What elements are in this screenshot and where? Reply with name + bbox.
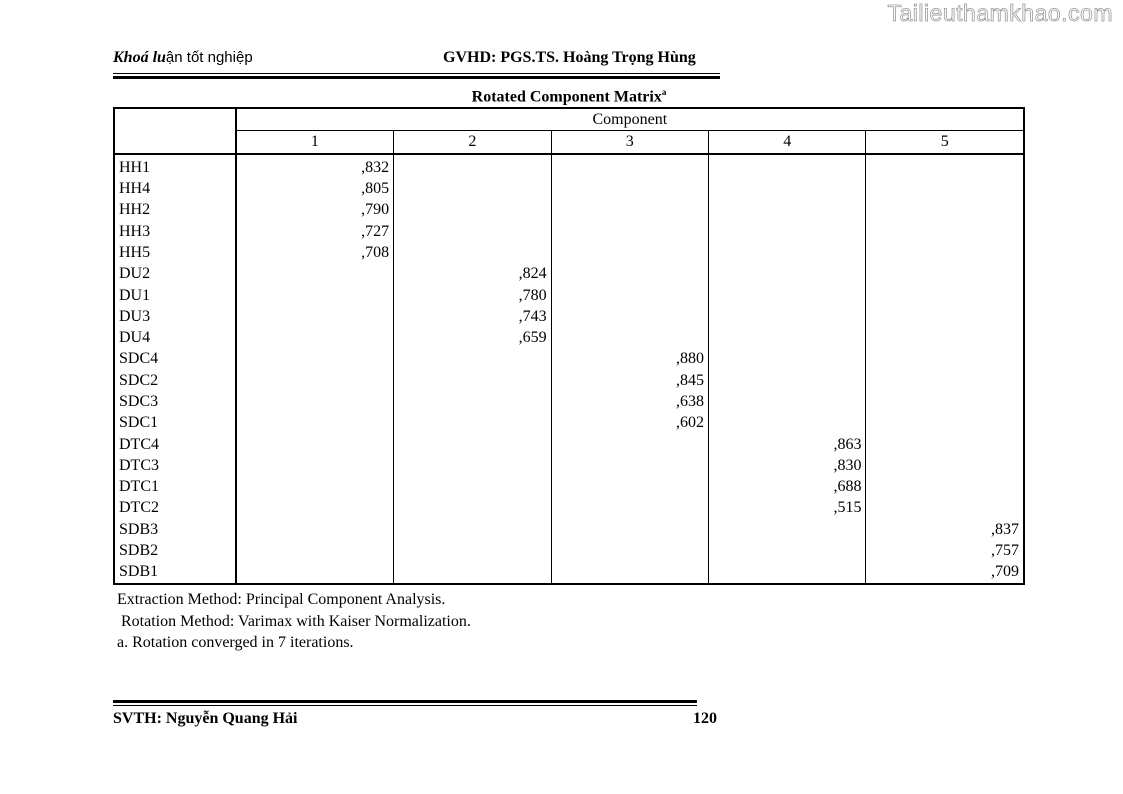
loading-cell: [709, 242, 866, 263]
table-title-text: Rotated Component Matrix: [471, 88, 662, 106]
watermark: Tailieuthamkhao.com: [887, 0, 1113, 26]
loading-cell: [236, 540, 394, 561]
loading-cell: [866, 412, 1024, 433]
loading-cell: [866, 242, 1024, 263]
footer-author: SVTH: Nguyễn Quang Hải: [113, 710, 298, 727]
loading-cell: ,743: [394, 306, 551, 327]
header-rule-thin: [113, 73, 720, 74]
table-row: [114, 199, 1024, 220]
loading-cell: [551, 561, 708, 583]
table-row: [114, 370, 1024, 391]
loading-cell: [709, 348, 866, 369]
header-left-italic: Khoá lu: [113, 49, 166, 66]
row-label: SDC3: [114, 391, 236, 412]
row-label: DU3: [114, 306, 236, 327]
row-label: DU1: [114, 284, 236, 305]
loading-cell: [394, 242, 551, 263]
loading-cell: [551, 178, 708, 199]
row-label: SDC4: [114, 348, 236, 369]
table-row: [114, 154, 1024, 178]
loading-cell: [709, 412, 866, 433]
table-row: [114, 476, 1024, 497]
loading-cell: [866, 391, 1024, 412]
row-label: DU4: [114, 327, 236, 348]
header-rule-thick: [113, 76, 720, 79]
loading-cell: [709, 220, 866, 241]
loading-cell: [236, 497, 394, 518]
loading-cell: ,830: [709, 455, 866, 476]
loading-cell: [866, 220, 1024, 241]
footnote: Rotation Method: Varimax with Kaiser Normalization.: [117, 612, 471, 630]
table-row: [114, 391, 1024, 412]
loading-cell: [866, 199, 1024, 220]
corner-cell: [114, 108, 236, 154]
loading-cell: ,757: [991, 542, 1019, 560]
loading-cell: [709, 306, 866, 327]
row-label: DTC4: [114, 433, 236, 454]
loading-cell: [866, 178, 1024, 199]
table-row: [114, 306, 1024, 327]
row-label: SDB3: [114, 519, 236, 540]
component-header-row: [114, 108, 1024, 131]
loading-cell: [394, 497, 551, 518]
footer-rule-thick: [113, 700, 697, 703]
loading-cell: [709, 327, 866, 348]
loading-cell: ,602: [551, 412, 708, 433]
loading-cell: ,709: [991, 563, 1019, 581]
column-header: 5: [866, 131, 1024, 154]
table-title: [113, 87, 1025, 106]
row-label: HH3: [114, 220, 236, 241]
loading-cell: [709, 199, 866, 220]
loading-cell: [236, 284, 394, 305]
row-label: SDC2: [114, 370, 236, 391]
page-number: 120: [693, 710, 717, 727]
loading-cell: ,638: [551, 391, 708, 412]
loading-cell: ,805: [236, 178, 394, 199]
column-header: 1: [236, 131, 394, 154]
matrix-body: [114, 154, 1024, 584]
row-label: HH4: [114, 178, 236, 199]
loading-cell: [236, 455, 394, 476]
row-label: SDB2: [114, 540, 236, 561]
row-label: SDC1: [114, 412, 236, 433]
loading-cell: ,780: [394, 284, 551, 305]
table-row: [114, 220, 1024, 241]
loading-cell: [866, 154, 1024, 178]
loading-cell: [709, 561, 866, 583]
loading-cell: [866, 263, 1024, 284]
header-left-rest: ận tốt nghiệp: [165, 49, 253, 66]
column-header: 3: [551, 131, 708, 154]
loading-cell: [551, 497, 708, 518]
loading-cell: [866, 327, 1024, 348]
loading-cell: [394, 540, 551, 561]
table-row: [114, 519, 1024, 540]
loading-cell: [551, 284, 708, 305]
loading-cell: ,688: [709, 476, 866, 497]
loading-cell: [394, 476, 551, 497]
loading-cell: [551, 263, 708, 284]
loading-cell: ,863: [709, 433, 866, 454]
table-row: [114, 433, 1024, 454]
table-row: [114, 412, 1024, 433]
loading-cell: [709, 178, 866, 199]
table-row: [114, 263, 1024, 284]
column-header: 4: [709, 131, 866, 154]
loading-cell: [551, 306, 708, 327]
loading-cell: [866, 306, 1024, 327]
footnote: Extraction Method: Principal Component Analysis.: [117, 591, 446, 608]
loading-cell: [709, 284, 866, 305]
loading-cell: ,708: [236, 242, 394, 263]
footnotes: [117, 589, 471, 654]
loading-cell: [551, 220, 708, 241]
rotated-component-matrix: [113, 107, 1025, 585]
row-label: DTC2: [114, 497, 236, 518]
loading-cell: [394, 519, 551, 540]
loading-cell: [236, 433, 394, 454]
loading-cell: [394, 370, 551, 391]
loading-cell: [551, 433, 708, 454]
loading-cell: [709, 154, 866, 178]
column-header: 2: [394, 131, 551, 154]
loading-cell: [236, 327, 394, 348]
loading-cell: [709, 370, 866, 391]
loading-cell: ,515: [709, 497, 866, 518]
component-label: Component: [236, 108, 1024, 131]
loading-cell: [394, 199, 551, 220]
loading-cell: ,790: [236, 199, 394, 220]
loading-cell: [866, 455, 1024, 476]
loading-cell: [866, 348, 1024, 369]
loading-cell: [551, 455, 708, 476]
loading-cell: [709, 391, 866, 412]
component-number-row: [114, 131, 1024, 154]
loading-cell: [866, 433, 1024, 454]
loading-cell: ,824: [394, 263, 551, 284]
row-label: DU2: [114, 263, 236, 284]
loading-cell: [709, 263, 866, 284]
loading-cell: [394, 348, 551, 369]
row-label: SDB1: [114, 561, 236, 583]
table-row: [114, 455, 1024, 476]
row-label: HH1: [114, 154, 236, 178]
loading-cell: [709, 540, 866, 561]
loading-cell: [394, 433, 551, 454]
table-row: [114, 348, 1024, 369]
loading-cell: [866, 476, 1024, 497]
footer-rule-thin: [113, 705, 697, 706]
loading-cell: [866, 284, 1024, 305]
loading-cell: [236, 263, 394, 284]
row-label: HH2: [114, 199, 236, 220]
loading-cell: [551, 519, 708, 540]
table-row: [114, 327, 1024, 348]
loading-cell: ,880: [551, 348, 708, 369]
loading-cell: [236, 348, 394, 369]
loading-cell: ,727: [236, 220, 394, 241]
loading-cell: [551, 199, 708, 220]
row-label: DTC3: [114, 455, 236, 476]
loading-cell: [394, 220, 551, 241]
table-row: [114, 497, 1024, 518]
row-label: HH5: [114, 242, 236, 263]
table-row: [114, 178, 1024, 199]
loading-cell: [394, 154, 551, 178]
loading-cell: [551, 540, 708, 561]
loading-cell: [394, 412, 551, 433]
loading-cell: [236, 519, 394, 540]
loading-cell: [866, 497, 1024, 518]
loading-cell: [236, 306, 394, 327]
row-label: DTC1: [114, 476, 236, 497]
loading-cell: [551, 242, 708, 263]
loading-cell: [394, 178, 551, 199]
loading-cell: [394, 455, 551, 476]
loading-cell: ,837: [991, 520, 1019, 538]
table-title-sup: a: [661, 87, 667, 97]
loading-cell: [394, 561, 551, 583]
loading-cell: [236, 391, 394, 412]
loading-cell: [236, 412, 394, 433]
loading-cell: [236, 370, 394, 391]
header-right: GVHD: PGS.TS. Hoàng Trọng Hùng: [443, 49, 696, 66]
table-row: [114, 284, 1024, 305]
loading-cell: [551, 476, 708, 497]
table-row: [114, 242, 1024, 263]
loading-cell: [236, 476, 394, 497]
loading-cell: [709, 519, 866, 540]
loading-cell: ,659: [394, 327, 551, 348]
table-row: [114, 561, 1024, 583]
loading-cell: ,845: [551, 370, 708, 391]
footnote: a. Rotation converged in 7 iterations.: [117, 634, 354, 651]
loading-cell: [551, 154, 708, 178]
header-left: [113, 49, 253, 67]
table-row: [114, 540, 1024, 561]
loading-cell: [394, 391, 551, 412]
loading-cell: [551, 327, 708, 348]
loading-cell: [866, 370, 1024, 391]
loading-cell: ,832: [236, 154, 394, 178]
loading-cell: [236, 561, 394, 583]
